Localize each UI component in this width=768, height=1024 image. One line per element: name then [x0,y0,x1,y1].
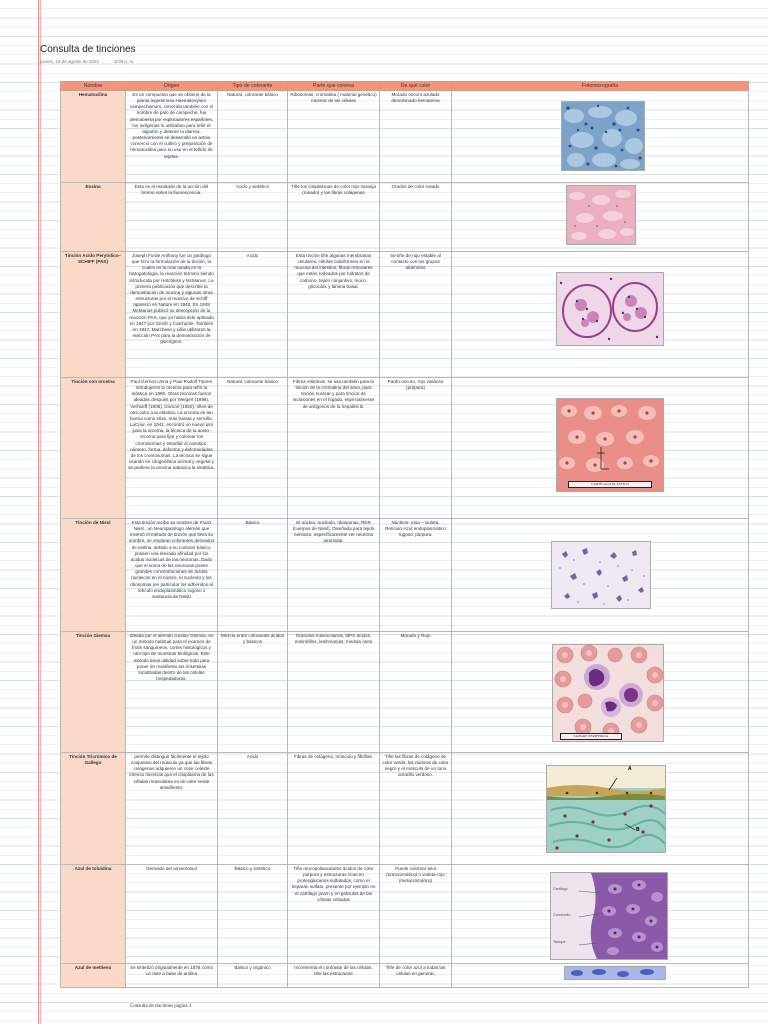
stain-color: Pardo oscuro, rojo violáceo (púrpura) [380,378,452,519]
photo-cell [452,91,749,183]
stains-table [60,81,749,988]
toluidina-color-or: o violeta-rojo [417,872,445,878]
stain-name: Tinción Giemsa [61,632,126,753]
page-time: 8:08 p. m. [114,59,135,64]
photo-cell [452,632,749,753]
stain-type: Mezcla entre colorantes ácidos y básicos [218,632,288,753]
toluidina-color-plain: Puede colorear azul [395,866,436,871]
stain-color: Se tiñe de rojo estable al contacto con los grupos aldehídos [380,252,452,378]
stain-color: Tiñe las fibras de colágeno de color verde, los núcleos de color negro y el músculo de un tono amarillo verdoso. [380,753,452,865]
photo-cell [452,964,749,988]
stain-name: Azul de metileno [61,964,126,988]
header-parte: Parte que colorea [288,82,380,91]
stain-type: Básico y sintético [218,865,288,964]
stain-origin: Se sintetizó originalmente en 1876 como un tinte a base de anilina [126,964,218,988]
table-row [61,632,749,753]
stain-part: Tiñe los citoplasmas de color rojo-naranja (rosado) y las fibras colágenas [288,183,380,252]
stain-name: Tinción de Nissl [61,519,126,632]
stain-part: Esta tinción tiñe algunas membranas celulares, células caliciformes en la mucosa del intestino, fibras reticulares que están rodeados por hidratos de carbono, tejido conjuntivo, moco, glicocálix y lámina basal. [288,252,380,378]
orceina-micrograph [556,398,664,492]
table-row [61,519,749,632]
stain-color [380,865,452,964]
stain-part: Incrementa el contraste de las células, tiñe las estructuras [288,964,380,988]
stain-part: El núcleo, nucleolo, ribosomas, RER (cuerpos de Nissl), Diseñada para tejido nervioso, específicamente ver neurona piramidal. [288,519,380,632]
table-row [61,865,749,964]
stain-color: Morado y Rojo [380,632,452,753]
stain-color: Tiñe de color azul a todas las células en general, [380,964,452,988]
stain-name: Tinción Tricrómico de Gallego [61,753,126,865]
stain-name: Tinción con orceína [61,378,126,519]
stain-name: Azul de toluidina [61,865,126,964]
stain-type: Acido [218,252,288,378]
stain-type: Acido y sintético [218,183,288,252]
notebook-margin-line-secondary [40,0,41,1024]
table-row [61,252,749,378]
orceina-caption: CARTÍLAGO ELÁSTICO [568,481,652,488]
table-row [61,753,749,865]
stain-name: Hematoxilina [61,91,126,183]
table-row [61,378,749,519]
stain-name: Eosina [61,183,126,252]
header-tipo: Tipo de colorante [218,82,288,91]
page-meta [40,59,148,64]
stain-type: Básico [218,519,288,632]
stain-type: Acido [218,753,288,865]
page-date: jueves, 18 de agosto de 2022 [40,59,100,64]
toluidina-label-tabique: Tabique [553,940,566,944]
photo-cell [452,865,749,964]
stain-origin: Joseph Forde Anthony fue un patólogo que hizo la formulación de la tinción, la cuales es la más usada en la histopatología, la reacción termino siendo introducida por Hotchkiss y McManus. La primera publicación que describe la demostración de mucina y algunas otras estructuras por el reactivo de Schiff apareció en Nature en 1946. En 1948 McManus publicó su descripción de la reacción PAS, que ya había sido aplicada en 1947 por Gersh y Catchpole. También en 1947, Marchese y Lillie utilizaron la reacción PAS para la demostración de glucógeno. [126,252,218,378]
photo-cell [452,252,749,378]
metileno-micrograph [564,966,666,980]
toluidina-label-cartilago: Cartílago [553,887,568,891]
photo-cell [452,378,749,519]
stain-type: Natural, colorante básico [218,378,288,519]
pas-micrograph [556,272,664,346]
stain-name: Tinción Acido Peryódico– SCHIFF (PAS) [61,252,126,378]
stain-origin: permite distinguir fácilmente el tejido conjuntivo del músculo ya que las fibras colágenas adquieren un color celeste intenso mientras que el citoplasma de las células musculares es de color verde amarillento. [126,753,218,865]
stain-part: Fibras elásticas, se usa también para la tinción de la cromatina del sexo, para tinción nuclear y para tinción de inclusiones en el hígado, especialmente de antígenos de la hepatitis B. [288,378,380,519]
table-row [61,183,749,252]
nissl-micrograph [551,541,651,609]
stain-type: Básico y orgánico [218,964,288,988]
photo-cell [452,519,749,632]
tricromico-label-b: B [636,827,640,833]
table-header-row [61,82,749,91]
stain-part: Ribosomas, cromatina ( material genético) núcleos de las células [288,91,380,183]
header-origen: Origen [126,82,218,91]
stain-origin: Ideada por el alemán Gustav Giemsa, es un método habitual para el examen de frotis sanguíneos, cortes histológicos y otro tipo de muestras biológicas. Este método tiene utilidad sobre todo para poner de manifiesto las rickettsias localizadas dentro de las células hospedadoras. [126,632,218,753]
stain-part: Fibras de colágeno, músculo y fibrillas. [288,753,380,865]
page-footer: Consulta de tinciones página 1 [130,1004,192,1009]
toluidina-color-meta: (metacromático) [398,878,433,884]
header-fotomicrografia: Fotomicrografía [452,82,749,91]
photo-cell [452,183,749,252]
table-row [61,91,749,183]
stain-origin: Paul Gerson Unna y Paul Rudolf Tänzer introdujeron la orceína para teñir la elástica en 1890. Otras técnicas fueron ideadas después por Weigert (1898), Verhoeff (1908), Gomori (1950); tiñen de otro color a la elástica. La orceína es tan buena como ellas, más barata y sencilla. LaCour, en 1941, encontró un nuevo uso para la orceína, la técnica de la aceto-orceína para fijar y colorear los cromosomas y estudiar el cariotipo: número, forma, defectos y deformidades de los cromosomas. La técnica se sigue usando en citogenética animal y vegetal y se prefiere la orceína natural a la sintética. [126,378,218,519]
header-color: De qué color [380,82,452,91]
tricromico-micrograph [546,765,666,853]
stain-color: Morado oscuro azulado denominado hemateína [380,91,452,183]
eosina-micrograph [566,185,636,245]
giemsa-micrograph [552,644,664,742]
stain-origin: Es un compuesto que se obtiene de la planta leguminosa Haematoxylum campechianum, conocida también con el nombre de palo de campeche, fue descubierta por exploradores españoles, los indígenas lo utilizaban para teñir el algodón y detener la diarrea, posteriormente se desarrolló un activo comercio con el cultivo y preparación de hematoxilina para su uso en el teñido de tejidos. [126,91,218,183]
table-row [61,964,749,988]
page-title: Consulta de tinciones [40,44,136,55]
stain-origin: Esta es el resultado de la acción del bromo sobre la fluorescencia. [126,183,218,252]
stain-type: Natural, colorante básico [218,91,288,183]
hematoxilina-micrograph [561,101,645,171]
stain-part: Gránulos mastocitarios, MPS ácidos, eosinófilos, leishmanias, medula ósea [288,632,380,753]
stain-origin: Esta tinción recibe su nombre de Franz Nissl , un Neuropatologo alemán que inventó el método de tinción que lleva su nombre, se emplean colorantes derivados de anilina, debido a su carácter básico, poseen una elevada afinidad por los ácidos nucleicos de las neuronas. Dado que el soma de las neuronas posee grandes concentraciones de ácidos nucleicos en el núcleo, el nucleolo y los ribosomas (en particular los adheridos al retículo endoplasmático rugoso o sustancia de Nissl) [126,519,218,632]
toluidina-color-ortho: (ortocromático) [386,872,418,878]
toluidina-label-condrocito: Condrocito [553,913,571,917]
stain-part: Tiñe mucopolisacáridos ácidos de color púrpura y estructuras ricas en proteoglucanos sulfatados, como el heparán sulfato, presente por ejemplo en el cartílago joven y en gránulos de las células cebadas [288,865,380,964]
stain-color: Núcleos- rosa – violeta. Retículo-Azul endoplasmático rugoso: púrpura. [380,519,452,632]
tricromico-label-a: A [628,766,632,772]
notebook-margin-line [38,0,39,1024]
giemsa-caption: SANGRE PERIFÉRICA [560,733,622,740]
photo-cell [452,753,749,865]
stain-origin: Derivado del aminotoluol [126,865,218,964]
stain-color: Grados de color rosado [380,183,452,252]
header-nombre: Nombre [61,82,126,91]
